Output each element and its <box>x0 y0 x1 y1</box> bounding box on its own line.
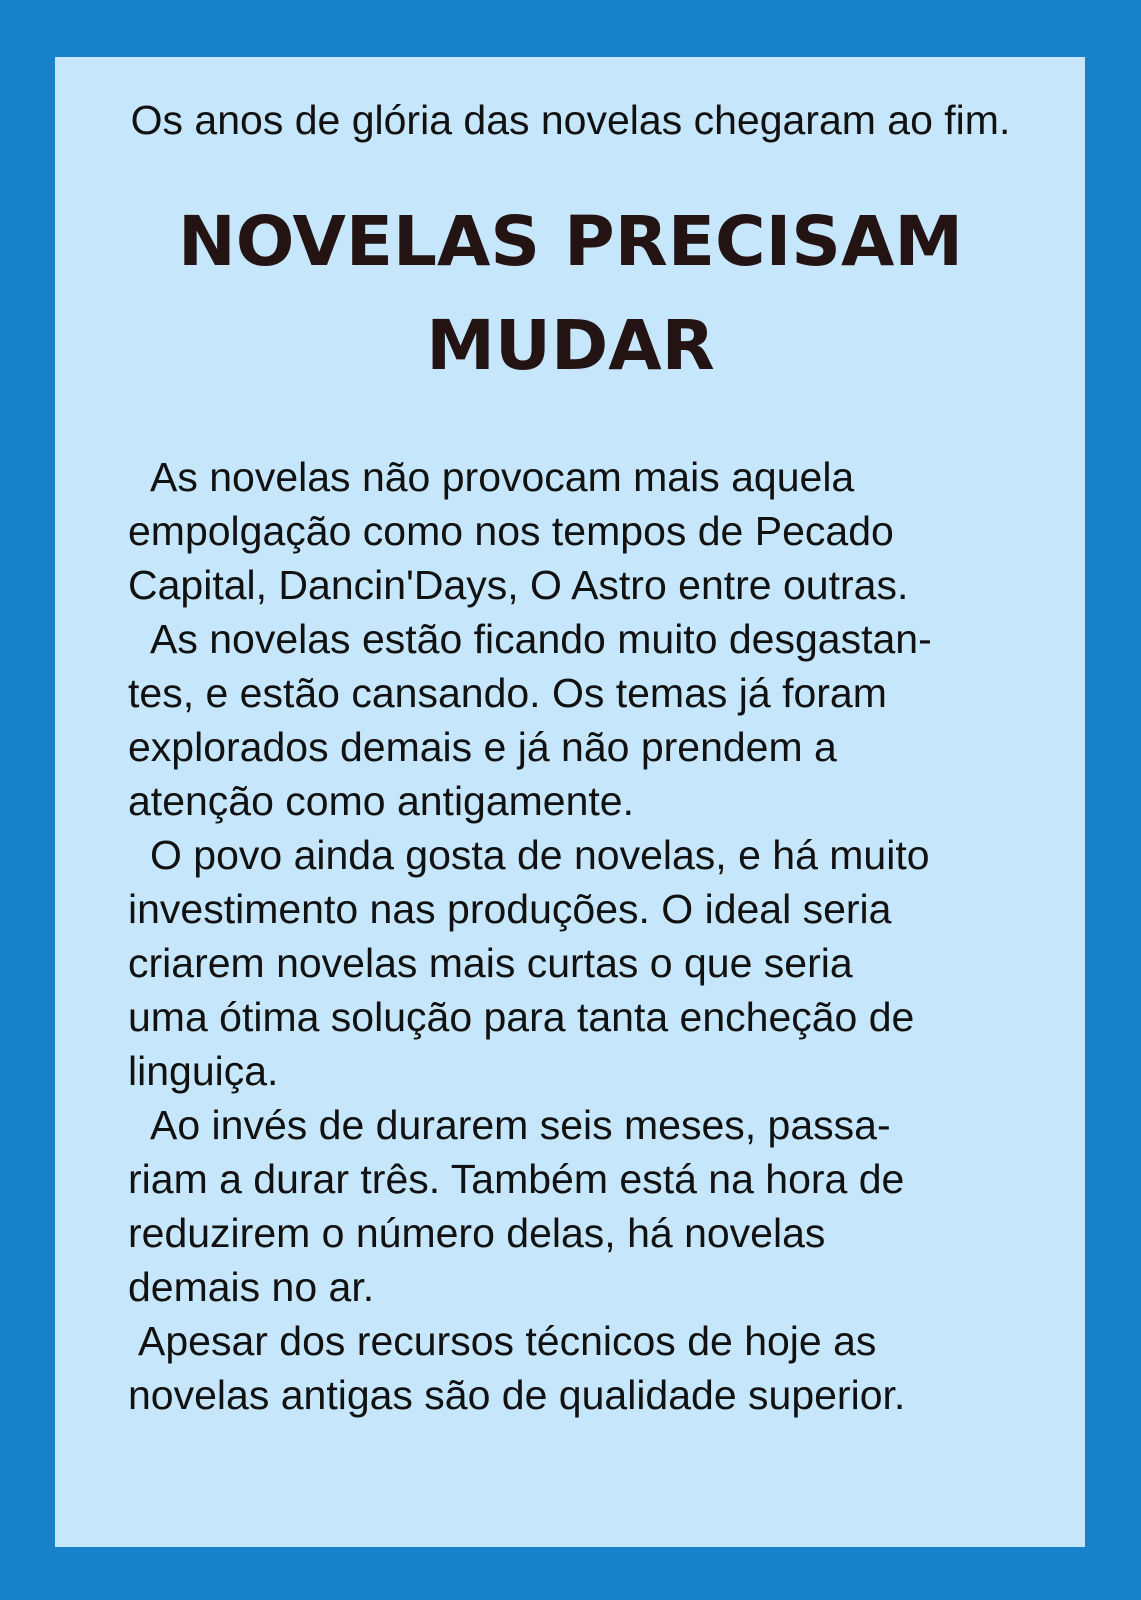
article-line: riam a durar três. Também está na hora de <box>128 1156 905 1202</box>
article-line: demais no ar. <box>128 1264 375 1310</box>
article-line: tes, e estão cansando. Os temas já foram <box>128 670 887 716</box>
article-line: explorados demais e já não prendem a <box>128 724 837 770</box>
article-line: Apesar dos recursos técnicos de hoje as <box>138 1318 877 1364</box>
kicker-text: Os anos de glória das novelas chegaram ao fim. <box>130 97 1011 143</box>
article-line: As novelas estão ficando muito desgastan- <box>150 616 932 662</box>
headline <box>0 190 1141 398</box>
article-line: reduzirem o número delas, há novelas <box>128 1210 826 1256</box>
headline-line-2: MUDAR <box>426 306 715 386</box>
article-line: Ao invés de durarem seis meses, passa- <box>150 1102 891 1148</box>
article-line: linguiça. <box>128 1048 279 1094</box>
article-line: As novelas não provocam mais aquela <box>150 454 855 500</box>
article-line: uma ótima solução para tanta encheção de <box>128 994 915 1040</box>
article-line: Capital, Dancin'Days, O Astro entre outras. <box>128 562 909 608</box>
article-line: atenção como antigamente. <box>128 778 634 824</box>
article-line: investimento nas produções. O ideal seria <box>128 886 892 932</box>
article-line: novelas antigas são de qualidade superior. <box>128 1372 906 1418</box>
article-body <box>128 450 1048 1422</box>
article-line: O povo ainda gosta de novelas, e há muito <box>150 832 930 878</box>
headline-line-1: NOVELAS PRECISAM <box>177 202 964 282</box>
article-line: empolgação como nos tempos de Pecado <box>128 508 894 554</box>
article-line: criarem novelas mais curtas o que seria <box>128 940 853 986</box>
